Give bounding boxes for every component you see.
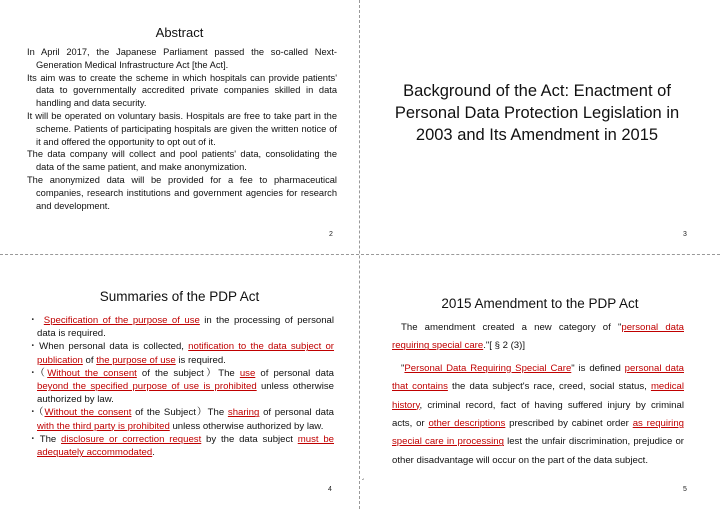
paragraph: The amendment created a new category of "personal data requiring special care."[ § 2 (3)]	[392, 322, 684, 352]
bullet-item: ・The disclosure or correction request by the data subject must be adequately accommodated.	[28, 433, 334, 459]
paragraph: It will be operated on voluntary basis. Hospitals are free to take part in the scheme. Patients of participating hospitals are given the written notice of it and offered the opportunity to opt out of it.	[27, 110, 337, 147]
abstract-body	[27, 46, 337, 212]
page-number: 2	[329, 231, 333, 238]
page-number: 3	[683, 231, 687, 238]
bullet-item: ・When personal data is collected, notification to the data subject or publication of the purpose of use is required.	[28, 341, 335, 366]
paragraph: Its aim was to create the scheme in which hospitals can provide patients' data to governmentally accredited private companies skilled in data handling and data security.	[27, 72, 337, 109]
slide-title: 2015 Amendment to the PDP Act	[441, 296, 639, 311]
paragraph: "Personal Data Requiring Special Care" is defined personal data that contains the data subject's race, creed, social status, medical history, criminal record, fact of having suffered injury by criminal acts, or other descriptions prescribed by cabinet order as requiring special care in processing lest the unfair discrimination, prejudice or other disadvantage will occur on the part of the data subject.	[392, 362, 684, 466]
slide-title: Abstract	[155, 25, 204, 40]
paragraph: The data company will collect and pool patients' data, consolidating the data of the same patient, and make anonymization.	[27, 149, 337, 173]
paragraph: The anonymized data will be provided for a fee to pharmaceutical companies, research institutions and government agencies for research and development.	[27, 174, 337, 211]
stray-mark: ´	[362, 478, 365, 487]
summary-body	[28, 314, 334, 459]
bullet-item: ・（Without the consent of the Subject）The sharing of personal data with the third party is prohibited unless otherwise authorized by law.	[28, 407, 334, 432]
slide-title: Background of the Act: Enactment of Personal Data Protection Legislation in 2003 and Its Amendment in 2015	[394, 82, 680, 144]
amendment-body	[392, 319, 684, 470]
slide-title: Summaries of the PDP Act	[99, 289, 260, 304]
page-number: 5	[683, 486, 687, 493]
horizontal-divider	[0, 254, 720, 255]
bullet-item: ・ Specification of the purpose of use in the processing of personal data is required.	[28, 315, 335, 340]
paragraph: In April 2017, the Japanese Parliament passed the so-called Next-Generation Medical Infrastructure Act [the Act].	[27, 47, 337, 70]
bullet-item: ・（Without the consent of the subject）The use of personal data beyond the specified purpose of use is prohibited unless otherwise authorized by law.	[28, 367, 334, 406]
page-number: 4	[328, 486, 332, 493]
